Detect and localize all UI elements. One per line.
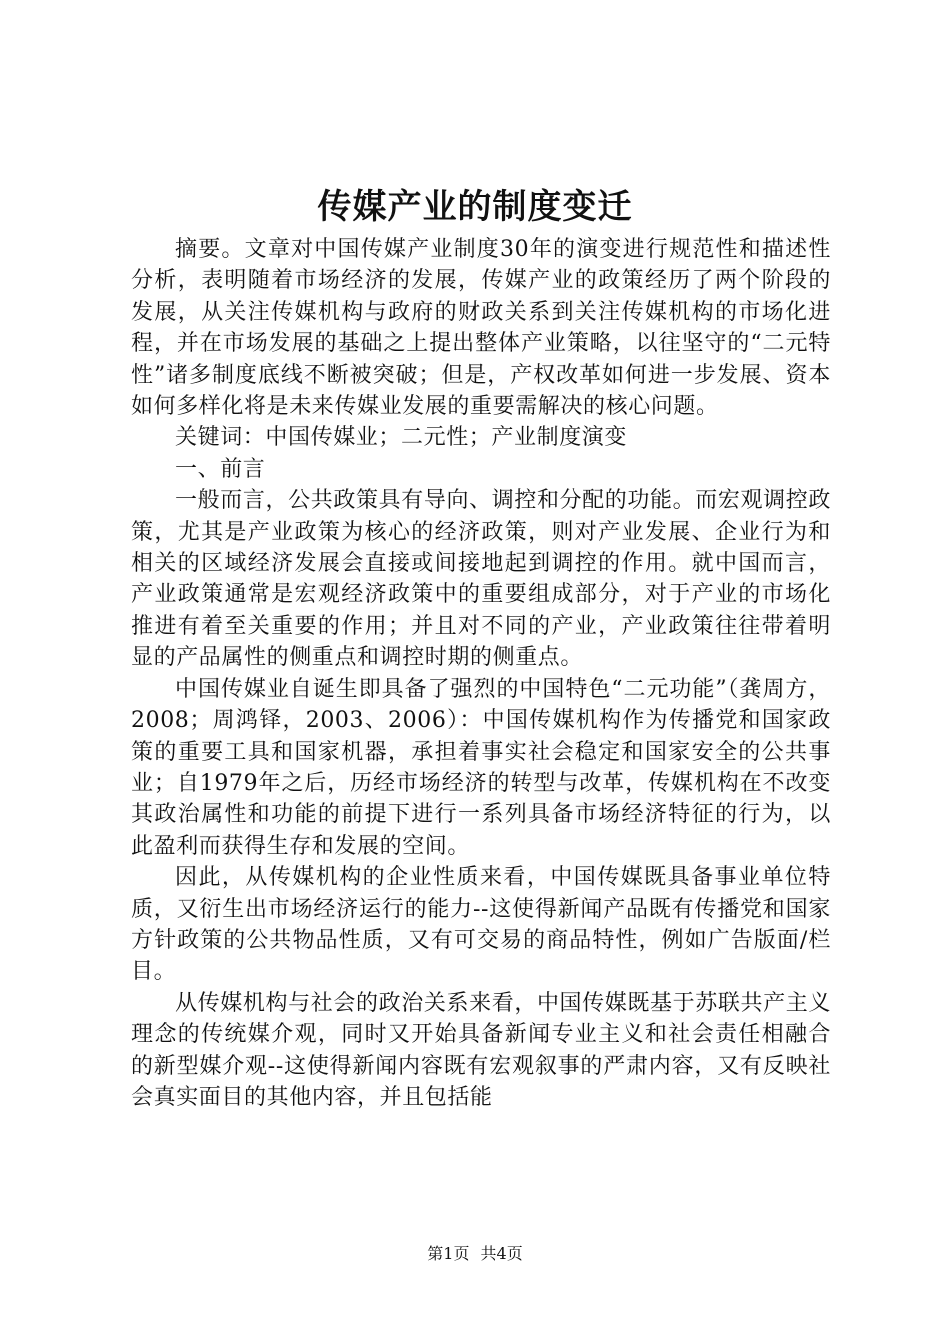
body-paragraph: 中国传媒业自诞生即具备了强烈的中国特色“二元功能”（龚周方，2008；周鸿铎，2003、2006）：中国传媒机构作为传播党和国家政策的重要工具和国家机器，承担着事实社会稳定和国家安全的公共事业；自1979年之后，历经市场经济的转型与改革，传媒机构在不改变其政治属性和功能的前提下进行一系列具备市场经济特征的行为，以此盈利而获得生存和发展的空间。 — [131, 676, 831, 859]
document-title: 传媒产业的制度变迁 — [317, 187, 633, 227]
section-heading: 一、前言 — [175, 456, 266, 482]
page-number: 第1页 — [427, 1244, 470, 1263]
abstract-paragraph: 摘要。文章对中国传媒产业制度30年的演变进行规范性和描述性分析，表明随着市场经济的发展，传媒产业的政策经历了两个阶段的发展，从关注传媒机构与政府的财政关系到关注传媒机构的市场化进程，并在市场发展的基础之上提出整体产业策略，以往坚守的“二元特性”诸多制度底线不断被突破；但是，产权改革如何进一步发展、资本如何多样化将是未来传媒业发展的重要需解决的核心问题。 — [131, 237, 831, 420]
body-paragraph: 因此，从传媒机构的企业性质来看，中国传媒既具备事业单位特质，又衍生出市场经济运行的能力--这使得新闻产品既有传播党和国家方针政策的公共物品性质，又有可交易的商品特性，例如广告版面/栏目。 — [131, 865, 831, 985]
body-paragraph: 从传媒机构与社会的政治关系来看，中国传媒既基于苏联共产主义理念的传统媒介观，同时又开始具备新闻专业主义和社会责任相融合的新型媒介观--这使得新闻内容既有宏观叙事的严肃内容，又有反映社会真实面目的其他内容，并且包括能 — [131, 990, 831, 1110]
document-body — [131, 234, 831, 1113]
body-paragraph: 一般而言，公共政策具有导向、调控和分配的功能。而宏观调控政策，尤其是产业政策为核心的经济政策，则对产业发展、企业行为和相关的区域经济发展会直接或间接地起到调控的作用。就中国而言，产业政策通常是宏观经济政策中的重要组成部分，对于产业的市场化推进有着至关重要的作用；并且对不同的产业，产业政策往往带着明显的产品属性的侧重点和调控时期的侧重点。 — [131, 488, 831, 671]
page-footer — [0, 1243, 950, 1265]
keywords-paragraph: 关键词：中国传媒业；二元性；产业制度演变 — [175, 425, 628, 451]
page-total: 共4页 — [480, 1244, 523, 1263]
